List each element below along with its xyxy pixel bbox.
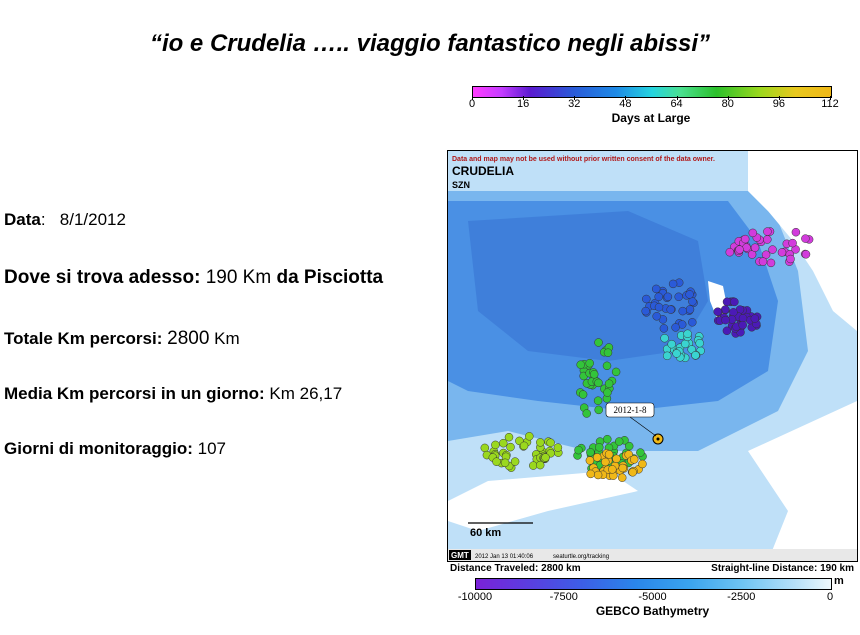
track-point <box>668 340 676 348</box>
tracking-map <box>447 150 858 562</box>
track-point <box>763 236 771 244</box>
track-point <box>536 438 544 446</box>
track-point <box>520 442 528 450</box>
map-disclaimer: Data and map may not be used without prior written consent of the data owner. <box>452 156 715 163</box>
track-point <box>603 435 611 443</box>
bathymetry-colorbar <box>475 578 832 590</box>
info-data: Data: 8/1/2012 <box>4 210 126 229</box>
days-tick-label: 112 <box>821 98 839 110</box>
track-point <box>579 391 587 399</box>
track-point <box>593 453 601 461</box>
track-point <box>615 438 623 446</box>
days-tick-label: 32 <box>568 98 581 110</box>
track-point <box>736 246 744 254</box>
track-point <box>547 439 555 447</box>
track-point <box>605 450 613 458</box>
current-position-marker <box>653 434 663 444</box>
track-point <box>595 339 603 347</box>
track-point <box>613 455 621 463</box>
track-point <box>603 362 611 370</box>
track-point <box>511 458 519 466</box>
days-tick-label: 80 <box>721 98 734 110</box>
date-callout: 2012-1-8 <box>613 405 647 415</box>
track-point <box>787 255 795 263</box>
track-point <box>751 315 759 323</box>
info-giorni <box>4 439 226 459</box>
track-point <box>590 370 598 378</box>
track-point <box>505 433 513 441</box>
page-title: “io e Crudelia ….. viaggio fantastico negli abissi” <box>149 30 711 57</box>
track-point <box>630 455 638 463</box>
track-point <box>759 258 767 266</box>
bathymetry-tick-label: -10000 <box>457 591 493 603</box>
track-point <box>661 334 669 342</box>
track-point <box>789 239 797 247</box>
track-point <box>714 308 722 316</box>
org-label: SZN <box>452 180 470 190</box>
gmt-date: 2012 Jan 13 01:40:06 <box>475 554 534 560</box>
totale-unit: Km <box>214 329 240 348</box>
track-point <box>792 228 800 236</box>
track-point <box>608 465 616 473</box>
bathymetry-unit: m <box>834 575 844 587</box>
days-tick-label: 48 <box>619 98 632 110</box>
track-point <box>723 327 731 335</box>
bathymetry-tick-label: 0 <box>826 591 834 603</box>
track-point <box>675 293 683 301</box>
dove-label: Dove si trova adesso: <box>4 267 201 288</box>
track-point <box>653 312 661 320</box>
info-dove <box>4 267 383 289</box>
track-point <box>664 293 672 301</box>
track-point <box>636 449 644 457</box>
track-point <box>655 303 663 311</box>
track-point <box>605 380 613 388</box>
bathymetry-title: GEBCO Bathymetry <box>595 604 710 618</box>
bathymetry-tick-label: -2500 <box>727 591 756 603</box>
track-point <box>618 474 626 482</box>
days-tick-label: 96 <box>772 98 785 110</box>
days-tick-label: 64 <box>670 98 683 110</box>
track-point <box>696 339 704 347</box>
track-point <box>499 439 507 447</box>
data-value: 8/1/2012 <box>59 210 126 229</box>
track-point <box>586 457 594 465</box>
track-point <box>688 318 696 326</box>
track-point <box>583 410 591 418</box>
track-point <box>751 244 759 252</box>
turtle-name: CRUDELIA <box>452 164 514 178</box>
track-point <box>629 468 637 476</box>
gmt-site: seaturtle.org/tracking <box>553 554 610 560</box>
track-point <box>501 459 509 467</box>
media-value: Km 26,17 <box>269 384 343 403</box>
track-point <box>663 352 671 360</box>
track-point <box>577 361 585 369</box>
track-point <box>587 470 595 478</box>
track-point <box>525 432 533 440</box>
track-point <box>595 379 603 387</box>
track-point <box>692 351 700 359</box>
track-point <box>493 458 501 466</box>
days-tick-label: 0 <box>468 98 476 110</box>
track-point <box>730 298 738 306</box>
track-point <box>672 323 680 331</box>
track-point <box>763 228 771 236</box>
scale-label: 60 km <box>470 527 502 539</box>
track-point <box>594 397 602 405</box>
bathymetry-tick-label: -5000 <box>638 591 667 603</box>
dove-value: 190 Km <box>205 267 272 288</box>
distance-traveled: Distance Traveled: 2800 km <box>450 563 581 574</box>
track-point <box>619 464 627 472</box>
giorni-label: Giorni di monitoraggio: <box>4 439 193 458</box>
track-point <box>660 324 668 332</box>
track-point <box>778 248 786 256</box>
dove-suffix: da Pisciotta <box>276 267 384 288</box>
track-point <box>594 471 602 479</box>
totale-label: Totale Km percorsi: <box>4 329 163 348</box>
days-tick-label: 16 <box>517 98 530 110</box>
track-point <box>722 316 730 324</box>
track-point <box>801 235 809 243</box>
track-point <box>667 306 675 314</box>
track-point <box>688 298 696 306</box>
track-point <box>603 389 611 397</box>
track-point <box>481 444 489 452</box>
track-point <box>642 307 650 315</box>
track-point <box>726 248 734 256</box>
track-point <box>642 295 650 303</box>
track-point <box>595 406 603 414</box>
track-point <box>769 246 777 254</box>
map-canvas <box>448 151 857 561</box>
track-point <box>586 359 594 367</box>
track-point <box>684 330 692 338</box>
straight-line-distance: Straight-line Distance: 190 km <box>711 563 854 574</box>
info-totale <box>4 328 240 350</box>
track-point <box>686 305 694 313</box>
track-point <box>604 349 612 357</box>
track-point <box>679 307 687 315</box>
info-media <box>4 384 342 404</box>
track-point <box>542 454 550 462</box>
track-point <box>554 444 562 452</box>
track-point <box>802 250 810 258</box>
track-point <box>612 368 620 376</box>
track-point <box>595 443 603 451</box>
media-label: Media Km percorsi in un giorno: <box>4 384 265 403</box>
track-point <box>686 290 694 298</box>
track-point <box>491 441 499 449</box>
totale-value: 2800 <box>167 328 210 349</box>
track-point <box>723 298 731 306</box>
data-label: Data <box>4 210 41 229</box>
track-point <box>669 280 677 288</box>
track-point <box>741 235 749 243</box>
track-point <box>638 460 646 468</box>
track-point <box>507 443 515 451</box>
giorni-value: 107 <box>197 439 226 458</box>
days-colorbar-title: Days at Large <box>611 111 691 125</box>
track-point <box>655 293 663 301</box>
track-point <box>749 229 757 237</box>
track-point <box>586 448 594 456</box>
track-point <box>767 259 775 267</box>
gmt-logo: GMT <box>451 551 469 560</box>
track-point <box>673 350 681 358</box>
track-point <box>739 321 747 329</box>
track-point <box>575 446 583 454</box>
track-point <box>729 308 737 316</box>
track-point <box>536 461 544 469</box>
track-point <box>601 458 609 466</box>
bathymetry-tick-label: -7500 <box>549 591 578 603</box>
